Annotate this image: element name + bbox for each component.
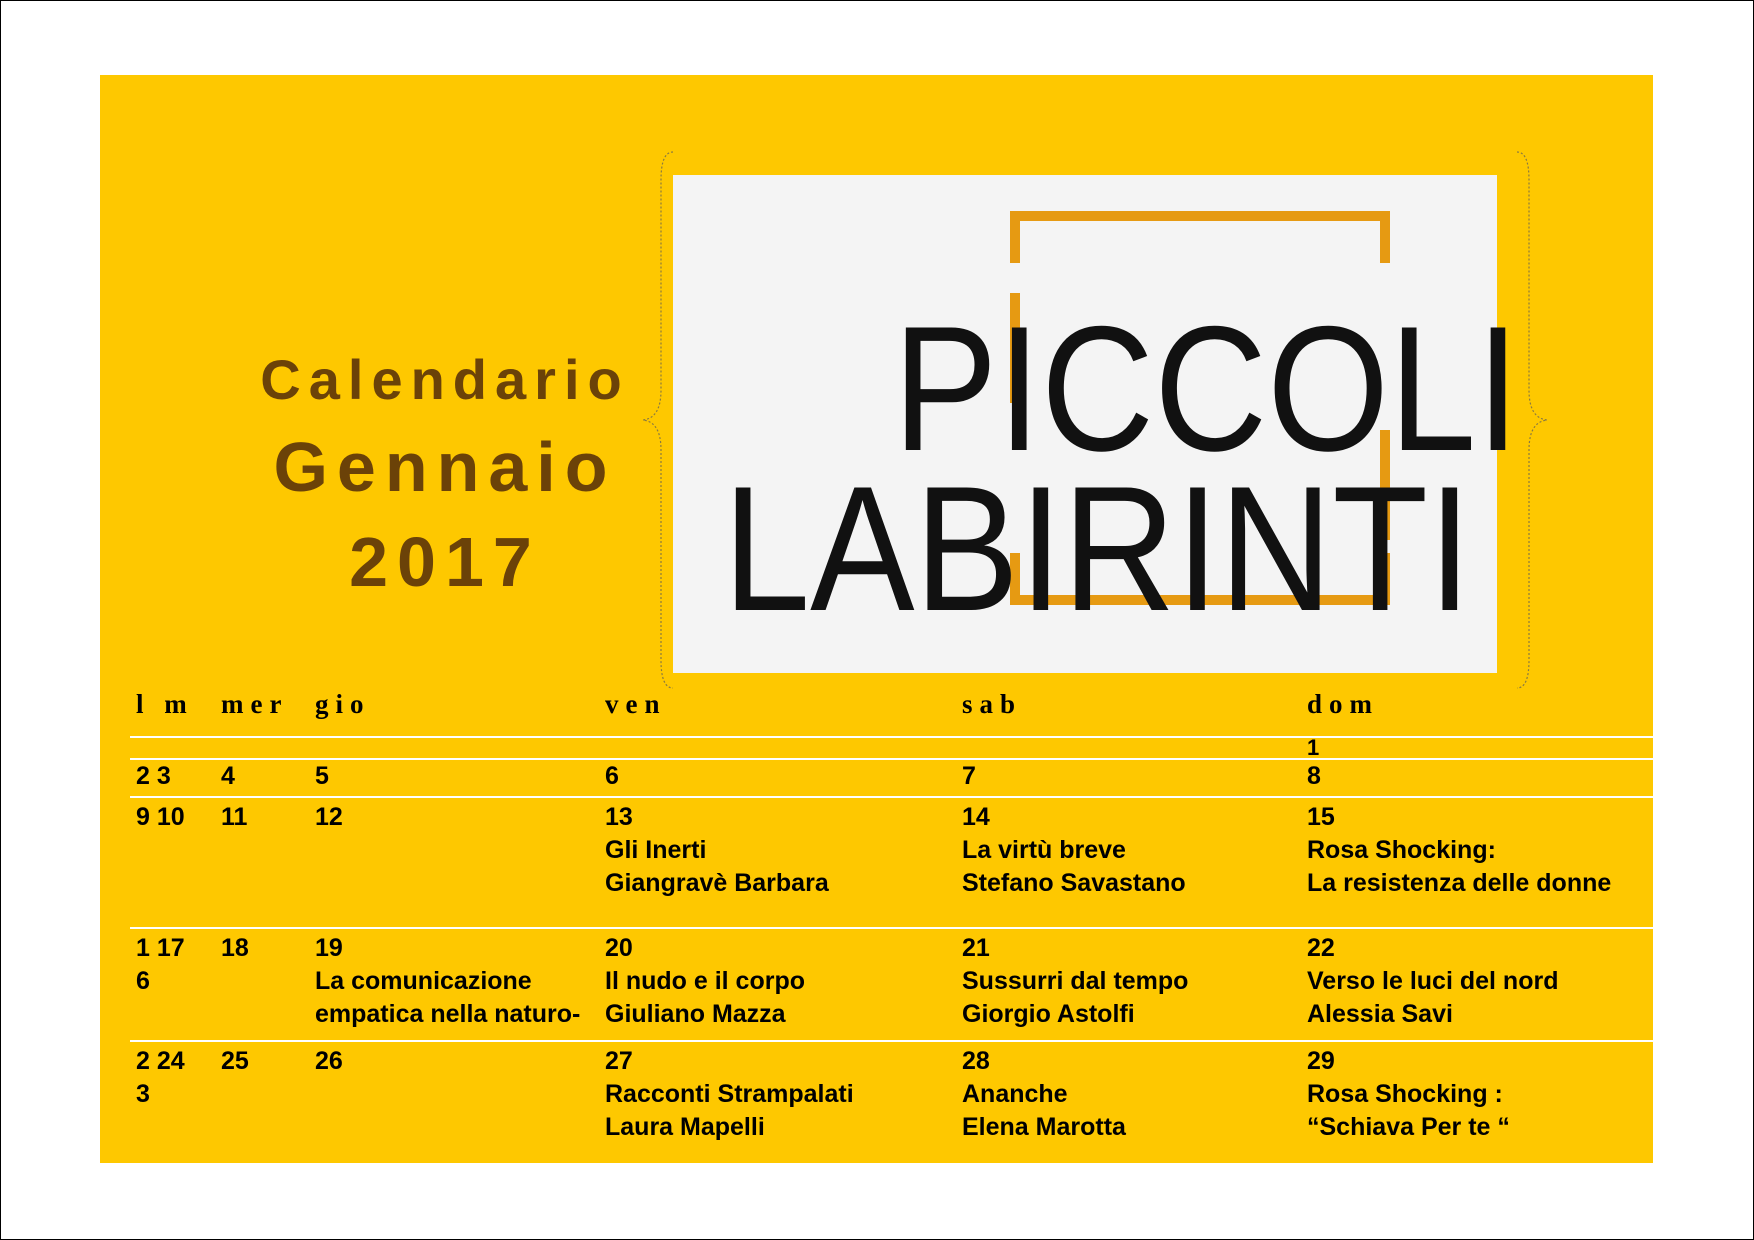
event-author: Giangravè Barbara xyxy=(605,869,829,897)
day-cell xyxy=(1301,759,1653,797)
day-cell xyxy=(956,1041,1301,1155)
event-author: Elena Marotta xyxy=(962,1113,1126,1141)
title-calendar: Calendario xyxy=(260,348,630,411)
day-number: 13 xyxy=(605,803,633,831)
event-subtitle: “Schiava Per te “ xyxy=(1307,1113,1510,1141)
day-cell xyxy=(1301,797,1653,928)
day-cell xyxy=(215,928,309,1041)
calendar-panel xyxy=(100,75,1653,1163)
day-cell xyxy=(599,759,956,797)
header-sab: sab xyxy=(956,680,1301,737)
logo xyxy=(673,175,1520,673)
event-title: Rosa Shocking : xyxy=(1307,1080,1503,1108)
day-number: 27 xyxy=(605,1047,633,1075)
day-cell xyxy=(956,737,1301,759)
event-author: Giuliano Mazza xyxy=(605,1000,786,1028)
event-title: Racconti Strampalati xyxy=(605,1080,854,1108)
day-number: 5 xyxy=(315,762,329,790)
day-cell xyxy=(130,759,215,797)
left-brace-ornament xyxy=(635,150,675,690)
day-cell xyxy=(309,737,599,759)
logo-text-line2: LABIRINTI xyxy=(723,449,1472,648)
event-title: Il nudo e il corpo xyxy=(605,967,805,995)
day-number: 6 xyxy=(605,762,619,790)
day-number: 9 10 xyxy=(136,803,185,831)
day-number: 7 xyxy=(962,762,976,790)
event-author: Laura Mapelli xyxy=(605,1113,765,1141)
day-cell xyxy=(130,1041,215,1155)
day-cell xyxy=(599,737,956,759)
day-number: 1 xyxy=(1307,735,1320,760)
title-block xyxy=(195,340,695,610)
day-cell xyxy=(309,797,599,928)
day-cell xyxy=(599,1041,956,1155)
day-cell xyxy=(215,737,309,759)
day-cell xyxy=(599,928,956,1041)
event-author: Stefano Savastano xyxy=(962,869,1186,897)
day-cell xyxy=(1301,1041,1653,1155)
day-cell xyxy=(309,1041,599,1155)
calendar-header-row xyxy=(130,680,1653,737)
logo-text-line1: PICCOLI xyxy=(893,289,1520,488)
day-number-wrap: 6 xyxy=(136,967,150,995)
day-cell xyxy=(956,797,1301,928)
day-cell xyxy=(309,928,599,1041)
event-title: Gli Inerti xyxy=(605,836,707,864)
day-cell xyxy=(215,759,309,797)
day-cell xyxy=(599,797,956,928)
day-cell xyxy=(1301,737,1653,759)
day-cell xyxy=(215,797,309,928)
day-cell xyxy=(309,759,599,797)
day-number: 21 xyxy=(962,934,990,962)
day-number: 1 17 xyxy=(136,934,185,962)
event-title-cont: empatica nella naturo- xyxy=(315,1000,581,1028)
day-cell xyxy=(130,928,215,1041)
day-number: 4 xyxy=(221,762,235,790)
day-number: 2 3 xyxy=(136,762,171,790)
day-number: 18 xyxy=(221,934,249,962)
week-row xyxy=(130,759,1653,797)
day-number: 25 xyxy=(221,1047,249,1075)
day-number: 11 xyxy=(221,803,248,831)
day-number: 19 xyxy=(315,934,343,962)
week-row xyxy=(130,797,1653,928)
header-ven: ven xyxy=(599,680,956,737)
day-cell xyxy=(130,797,215,928)
day-number: 20 xyxy=(605,934,633,962)
calendar-table xyxy=(130,680,1653,1155)
header-lun-mar: l m xyxy=(130,680,215,737)
day-number: 29 xyxy=(1307,1047,1335,1075)
week-row xyxy=(130,1041,1653,1155)
day-cell xyxy=(130,737,215,759)
event-title: Rosa Shocking: xyxy=(1307,836,1496,864)
event-title: La comunicazione xyxy=(315,967,532,995)
day-number: 15 xyxy=(1307,803,1335,831)
event-title: Ananche xyxy=(962,1080,1068,1108)
day-cell xyxy=(215,1041,309,1155)
day-number: 28 xyxy=(962,1047,990,1075)
title-month: Gennaio xyxy=(273,428,617,506)
day-number-wrap: 3 xyxy=(136,1080,150,1108)
week-row xyxy=(130,737,1653,759)
event-subtitle: La resistenza delle donne xyxy=(1307,869,1612,897)
day-number: 14 xyxy=(962,803,990,831)
event-author: Giorgio Astolfi xyxy=(962,1000,1135,1028)
day-cell xyxy=(956,759,1301,797)
day-number: 2 24 xyxy=(136,1047,185,1075)
header-mer: mer xyxy=(215,680,309,737)
header-gio: gio xyxy=(309,680,599,737)
event-title: La virtù breve xyxy=(962,836,1126,864)
week-row xyxy=(130,928,1653,1041)
event-author: Alessia Savi xyxy=(1307,1000,1453,1028)
header-dom: dom xyxy=(1301,680,1653,737)
day-number: 8 xyxy=(1307,762,1321,790)
right-brace-ornament xyxy=(1515,150,1555,690)
day-cell xyxy=(956,928,1301,1041)
day-number: 12 xyxy=(315,803,343,831)
day-number: 26 xyxy=(315,1047,343,1075)
day-number: 22 xyxy=(1307,934,1335,962)
title-year: 2017 xyxy=(349,523,541,601)
event-title: Sussurri dal tempo xyxy=(962,967,1189,995)
event-title: Verso le luci del nord xyxy=(1307,967,1559,995)
day-cell xyxy=(1301,928,1653,1041)
